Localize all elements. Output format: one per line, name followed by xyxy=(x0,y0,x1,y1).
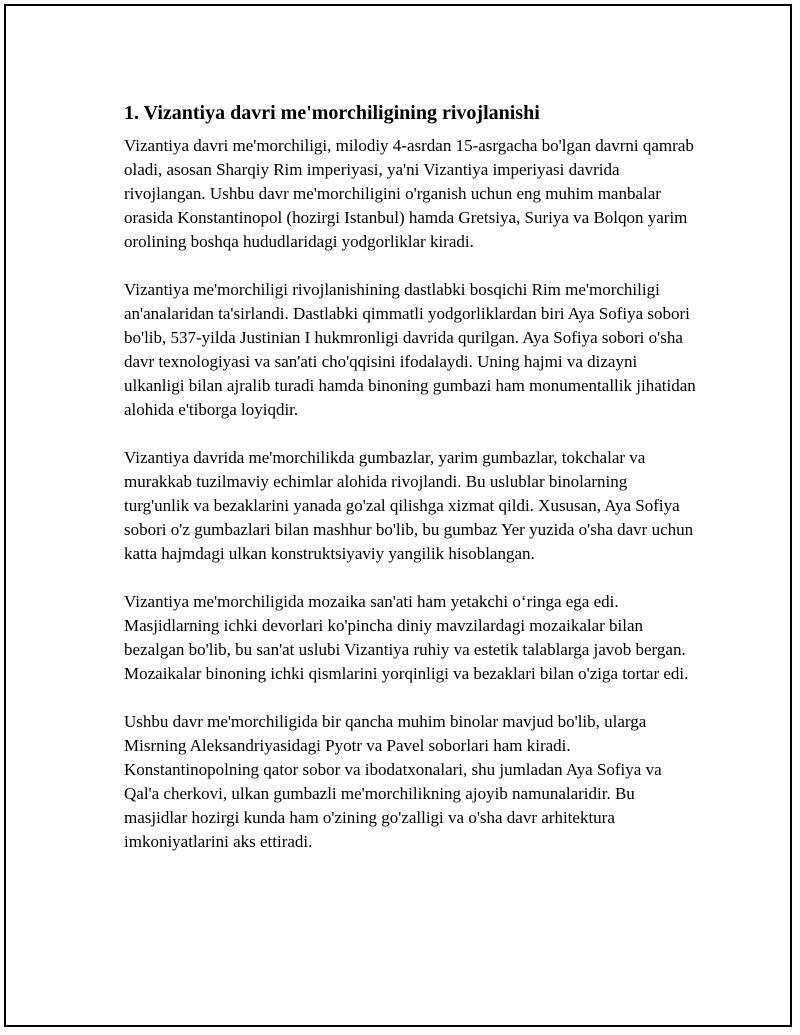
paragraph-1: Vizantiya davri me'morchiligi, milodiy 4-asrdan 15-asrgacha bo'lgan davrni qamrab oladi, asosan Sharqiy Rim imperiyasi, ya'ni Vizantiya imperiyasi davrida rivojlangan. Ushbu davr me'morchiligini o'rganish uchun eng muhim manbalar orasida Konstantinopol (hozirgi Istanbul) hamda Gretsiya, Suriya va Bolqon yarim orolining boshqa hududlaridagi yodgorliklar kiradi. xyxy=(124,136,694,251)
section-heading: 1. Vizantiya davri me'morchiligining rivojlanishi xyxy=(124,102,540,124)
paragraph-4: Vizantiya me'morchiligida mozaika san'ati ham yetakchi o‘ringa ega edi. Masjidlarning ichki devorlari ko'pincha diniy mavzilardagi mozaikalar bilan bezalgan bo'lib, bu san'at uslubi Vizantiya ruhiy va estetik talablarga javob bergan. Mozaikalar binoning ichki qismlarini yorqinligi va bezaklari bilan o'ziga tortar edi. xyxy=(124,592,689,683)
paragraph-5: Ushbu davr me'morchiligida bir qancha muhim binolar mavjud bo'lib, ularga Misrning Aleksandriyasidagi Pyotr va Pavel soborlari ham kiradi. Konstantinopolning qator sobor va ibodatxonalari, shu jumladan Aya Sofiya va Qal'a cherkovi, ulkan gumbazli me'morchilikning ajoyib namunalaridir. Bu masjidlar hozirgi kunda ham o'zining go'zalligi va o'sha davr arhitektura imkoniyatlarini aks ettiradi. xyxy=(124,712,662,851)
document-body xyxy=(124,100,696,878)
paragraph-2: Vizantiya me'morchiligi rivojlanishining dastlabki bosqichi Rim me'morchiligi an'analaridan ta'sirlandi. Dastlabki qimmatli yodgorliklardan biri Aya Sofiya sobori bo'lib, 537-yilda Justinian I hukmronligi davrida qurilgan. Aya Sofiya sobori o'sha davr texnologiyasi va san'ati cho'qqisini ifodalaydi. Uning hajmi va dizayni ulkanligi bilan ajralib turadi hamda binoning gumbazi ham monumentallik jihatidan alohida e'tiborga loyiqdir. xyxy=(124,280,696,419)
page-frame xyxy=(4,4,792,1027)
paragraph-3: Vizantiya davrida me'morchilikda gumbazlar, yarim gumbazlar, tokchalar va murakkab tuzilmaviy echimlar alohida rivojlandi. Bu uslublar binolarning turg'unlik va bezaklarini yanada go'zal qilishga xizmat qildi. Xususan, Aya Sofiya sobori o'z gumbazlari bilan mashhur bo'lib, bu gumbaz Yer yuzida o'sha davr uchun katta hajmdagi ulkan konstruktsiyaviy yangilik hisoblangan. xyxy=(124,448,694,563)
